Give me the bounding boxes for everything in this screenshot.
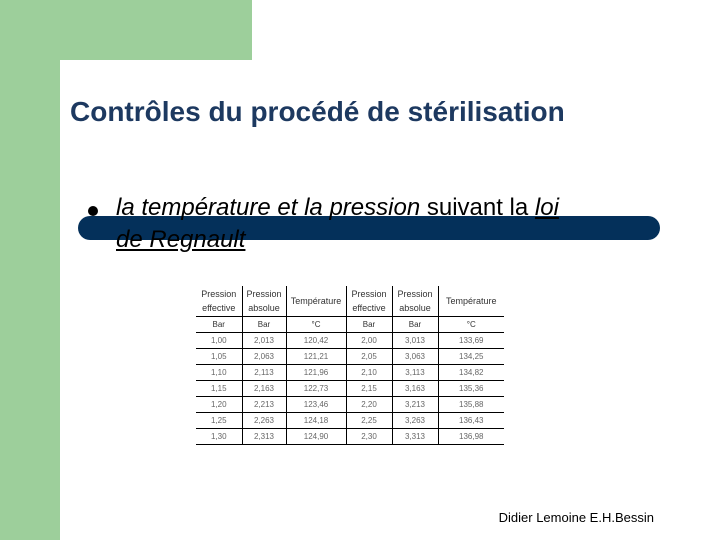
- table-cell: 122,73: [286, 381, 346, 397]
- table-header-cell: [438, 286, 504, 317]
- table-cell: 120,42: [286, 333, 346, 349]
- footer-author: Didier Lemoine E.H.Bessin: [498, 510, 654, 525]
- table-cell: 2,163: [242, 381, 286, 397]
- bullet-link-regnault: de Regnault: [116, 226, 246, 253]
- table-cell: 134,25: [438, 349, 504, 365]
- table-cell: 1,30: [196, 429, 242, 445]
- table-header-line: Pression: [246, 289, 282, 299]
- bullet-plain-phrase: suivant la: [420, 194, 535, 221]
- table-unit-cell: Bar: [196, 317, 242, 333]
- table-header-line: Pression: [397, 289, 433, 299]
- table-row: [196, 365, 504, 381]
- table-cell: 2,00: [346, 333, 392, 349]
- table-cell: 2,20: [346, 397, 392, 413]
- table-cell: 1,20: [196, 397, 242, 413]
- table-cell: 123,46: [286, 397, 346, 413]
- table-cell: 2,30: [346, 429, 392, 445]
- table-row: [196, 381, 504, 397]
- table-header-line: Pression: [201, 289, 237, 299]
- table-cell: 135,36: [438, 381, 504, 397]
- table-header-line: Pression: [351, 289, 387, 299]
- bullet-link-loi: loi: [534, 194, 559, 221]
- bullet-dot-icon: [88, 206, 98, 216]
- table-header-cell: [196, 286, 242, 317]
- pressure-temperature-table: [196, 286, 504, 442]
- table-cell: 121,21: [286, 349, 346, 365]
- table-cell: 2,10: [346, 365, 392, 381]
- table-unit-cell: Bar: [242, 317, 286, 333]
- table-header-cell: [286, 286, 346, 317]
- table-header-line: absolue: [248, 303, 280, 313]
- table-cell: 133,69: [438, 333, 504, 349]
- table-unit-cell: Bar: [392, 317, 438, 333]
- table-unit-cell: °C: [438, 317, 504, 333]
- table-header-line: Température: [445, 296, 497, 306]
- table-row: [196, 429, 504, 445]
- table-cell: 135,88: [438, 397, 504, 413]
- table-unit-cell: Bar: [346, 317, 392, 333]
- table-header-line: absolue: [399, 303, 431, 313]
- table-cell: 3,263: [392, 413, 438, 429]
- table-header-cell: [392, 286, 438, 317]
- table-cell: 2,05: [346, 349, 392, 365]
- table-cell: 3,163: [392, 381, 438, 397]
- table-cell: 3,063: [392, 349, 438, 365]
- table-cell: 3,013: [392, 333, 438, 349]
- table-cell: 136,98: [438, 429, 504, 445]
- table-cell: 1,10: [196, 365, 242, 381]
- table-header-line: effective: [202, 303, 236, 313]
- table-unit-cell: °C: [286, 317, 346, 333]
- table-header-line: effective: [352, 303, 386, 313]
- table-cell: 124,90: [286, 429, 346, 445]
- table-header-cell: [242, 286, 286, 317]
- bullet-text: [116, 192, 656, 256]
- table-cell: 2,063: [242, 349, 286, 365]
- table-cell: 1,00: [196, 333, 242, 349]
- slide-title: Contrôles du procédé de stérilisation: [70, 96, 565, 127]
- table-cell: 2,263: [242, 413, 286, 429]
- table-cell: 2,15: [346, 381, 392, 397]
- table-header-line: Température: [290, 296, 342, 306]
- table-cell: 3,313: [392, 429, 438, 445]
- table-row: [196, 397, 504, 413]
- bullet-italic-phrase: la température et la pression: [116, 194, 421, 221]
- table-cell: 136,43: [438, 413, 504, 429]
- table-cell: 2,013: [242, 333, 286, 349]
- table-cell: 2,25: [346, 413, 392, 429]
- table-cell: 134,82: [438, 365, 504, 381]
- table-cell: 1,15: [196, 381, 242, 397]
- table-cell: 2,213: [242, 397, 286, 413]
- table-cell: 3,213: [392, 397, 438, 413]
- decor-green-left: [0, 0, 60, 540]
- table-cell: 2,113: [242, 365, 286, 381]
- table-header-cell: [346, 286, 392, 317]
- table-row: [196, 349, 504, 365]
- table-cell: 1,25: [196, 413, 242, 429]
- table-cell: 1,05: [196, 349, 242, 365]
- table-cell: 2,313: [242, 429, 286, 445]
- table-row: [196, 333, 504, 349]
- table-row: [196, 413, 504, 429]
- table-cell: 3,113: [392, 365, 438, 381]
- table-cell: 121,96: [286, 365, 346, 381]
- table-cell: 124,18: [286, 413, 346, 429]
